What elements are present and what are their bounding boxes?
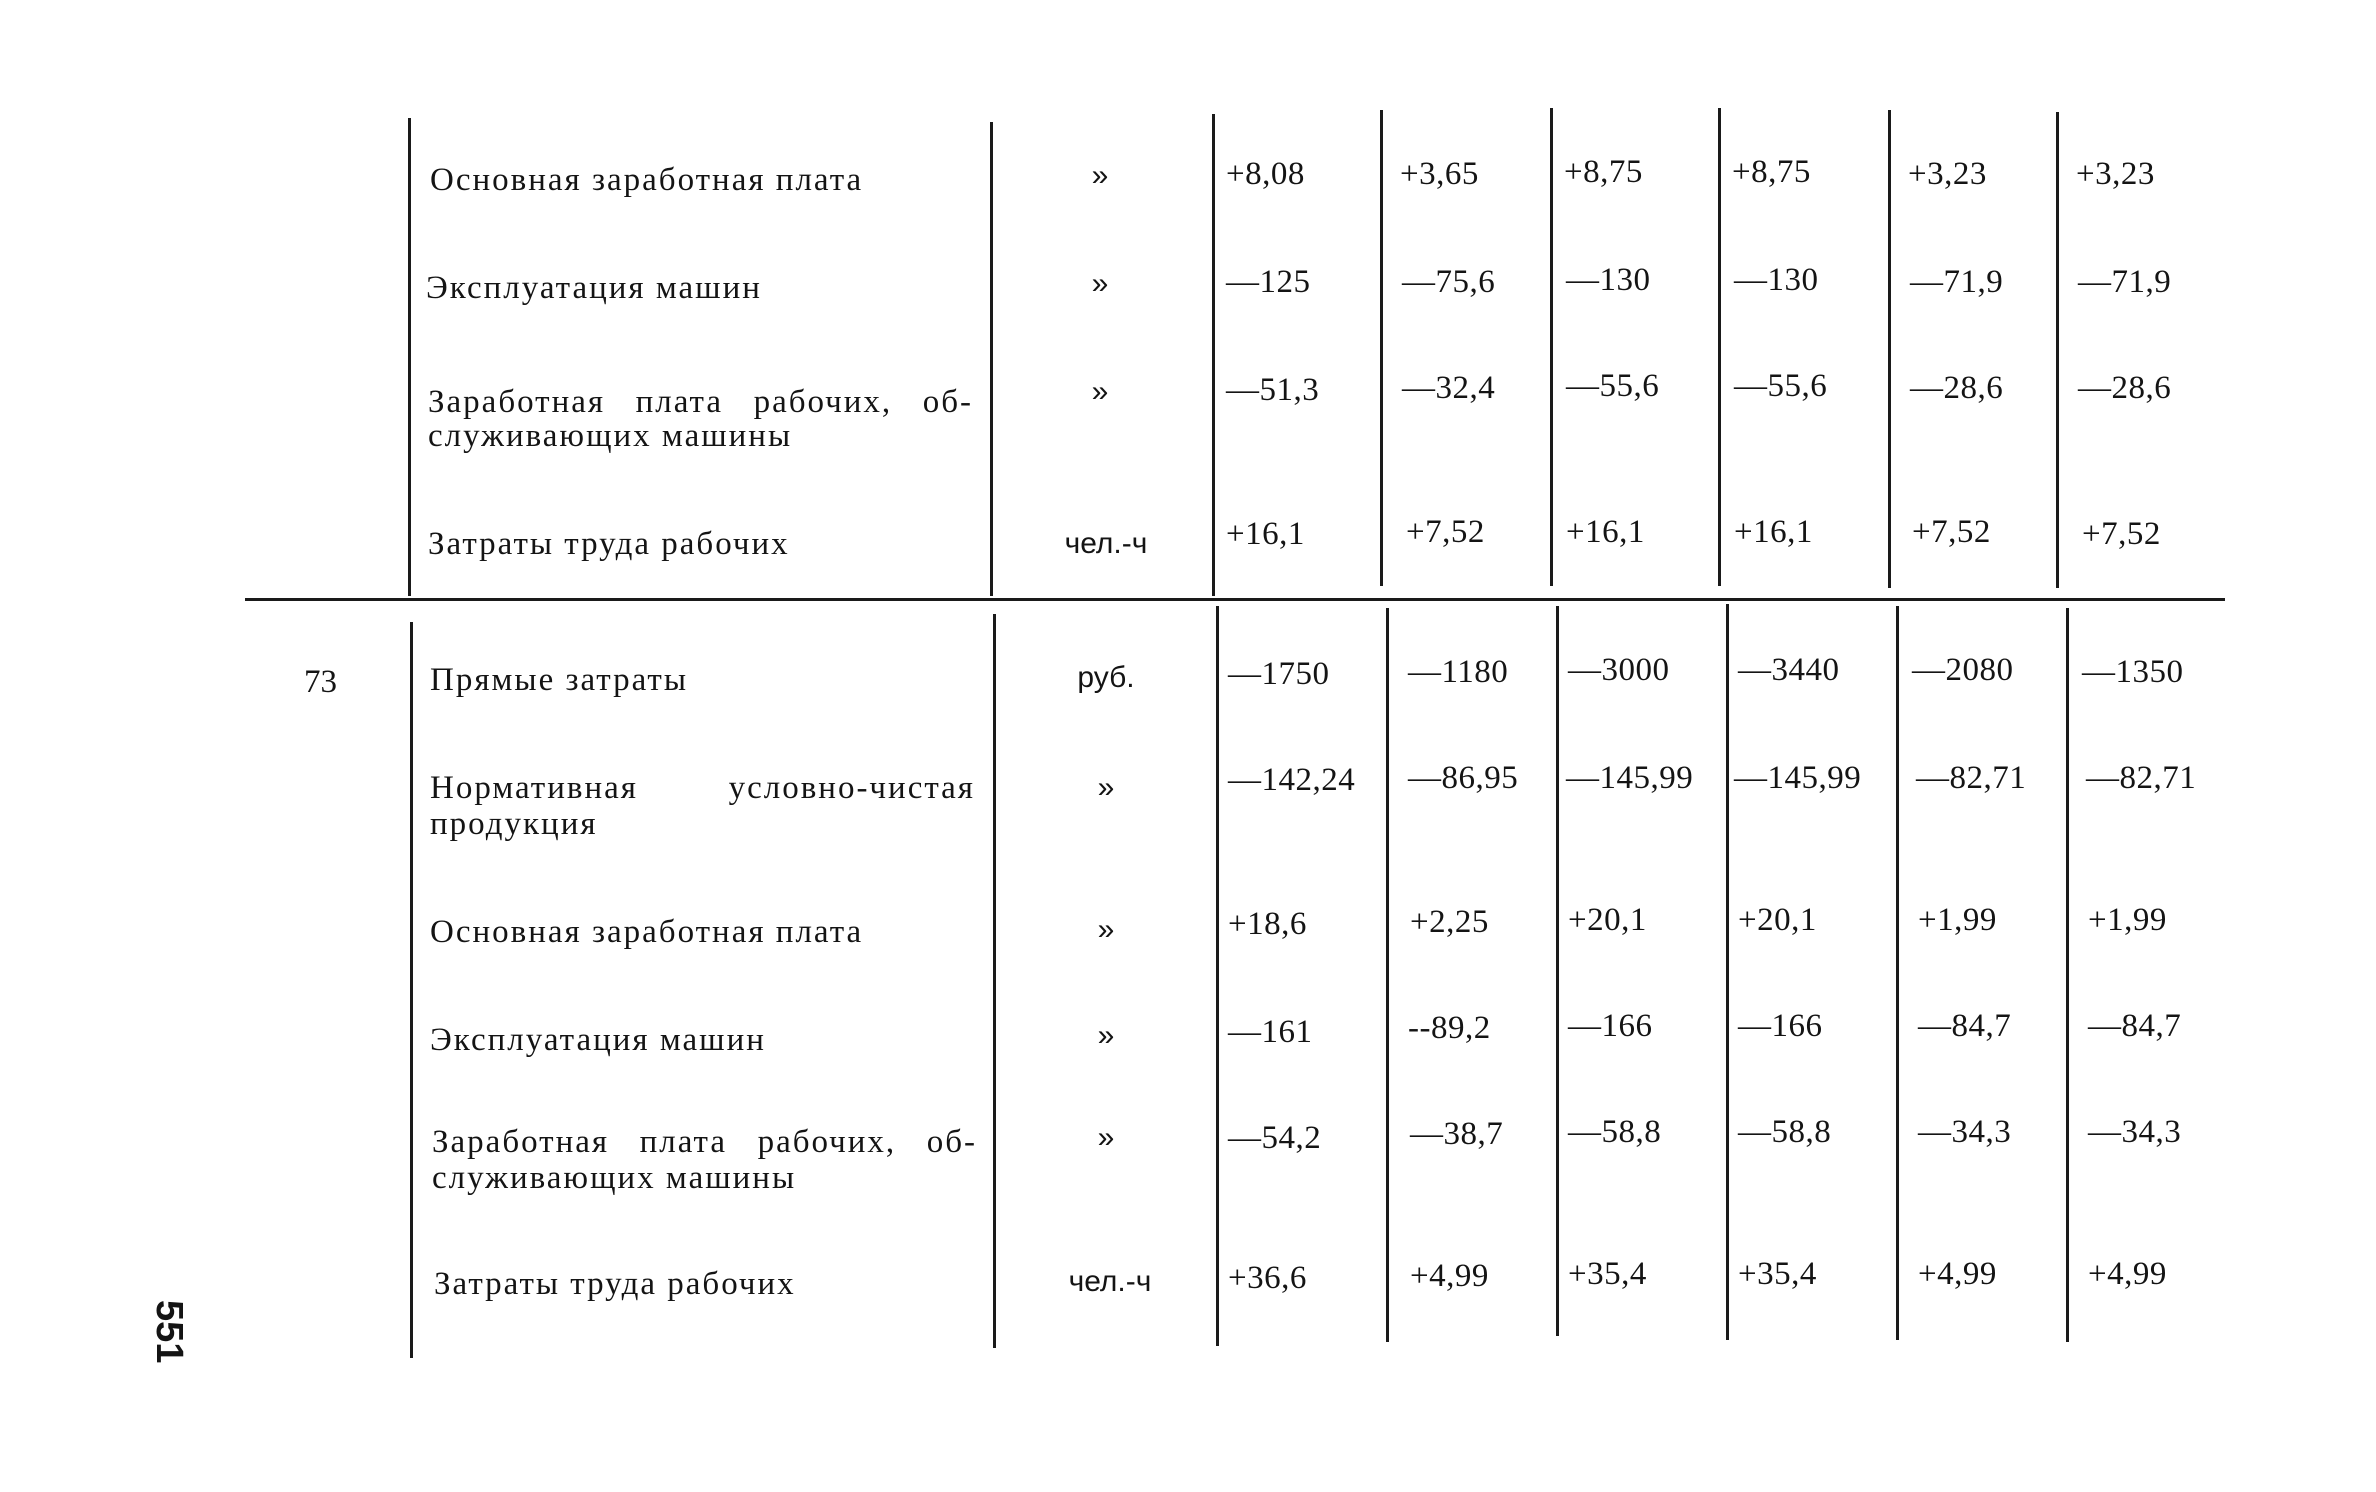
row-a3-val-6: —28,6: [2078, 370, 2172, 406]
row-a2-val-5: —71,9: [1910, 264, 2004, 300]
row-b1-name: Прямые затраты: [430, 662, 689, 698]
row-b2-val-1: —142,24: [1228, 762, 1356, 798]
row-b5-val-5: —34,3: [1918, 1114, 2012, 1150]
row-b3-val-6: +1,99: [2088, 902, 2167, 938]
row-a4-unit: чел.-ч: [1064, 527, 1148, 560]
row-b2-val-2: —86,95: [1408, 760, 1519, 796]
row-b4-val-5: —84,7: [1918, 1008, 2012, 1044]
rule-a-name-left: [408, 118, 411, 596]
row-b5-name-line2: служивающих машины: [432, 1160, 797, 1196]
row-a3-val-3: —55,6: [1566, 368, 1660, 404]
row-a2-val-2: —75,6: [1402, 264, 1496, 300]
row-b5-val-1: —54,2: [1228, 1120, 1322, 1156]
row-b6-name: Затраты труда рабочих: [434, 1266, 796, 1302]
row-a4-val-2: +7,52: [1406, 514, 1485, 550]
row-a2-val-1: —125: [1226, 264, 1311, 300]
rule-b-col6-left: [2066, 608, 2069, 1342]
rule-a-col5-left: [1888, 110, 1891, 588]
rule-a-col4-left: [1718, 108, 1721, 586]
row-b2-val-5: —82,71: [1916, 760, 2027, 796]
row-b2-name-line2: продукция: [430, 806, 598, 842]
row-a1-val-3: +8,75: [1564, 154, 1643, 190]
section-separator: [245, 598, 2225, 601]
row-b2-name: [430, 770, 975, 806]
row-b4-unit: »: [1097, 1019, 1115, 1052]
row-b1-val-4: —3440: [1738, 652, 1840, 688]
row-b2-unit: »: [1097, 771, 1115, 804]
page-number: 551: [148, 1300, 190, 1364]
row-a4-val-3: +16,1: [1566, 514, 1645, 550]
row-a2-val-3: —130: [1566, 262, 1651, 298]
rule-b-col3-left: [1556, 606, 1559, 1336]
row-b1-val-2: —1180: [1408, 654, 1509, 690]
row-a3-name-line1: Заработная плата рабочих, об-: [428, 384, 973, 420]
row-a4-name: Затраты труда рабочих: [428, 526, 790, 562]
rule-b-name-left: [410, 622, 413, 1358]
row-a4-val-5: +7,52: [1912, 514, 1991, 550]
row-b6-val-1: +36,6: [1228, 1260, 1307, 1296]
row-b1-val-5: —2080: [1912, 652, 2014, 688]
row-b1-unit: руб.: [1077, 661, 1135, 694]
row-b5-val-3: —58,8: [1568, 1114, 1662, 1150]
row-a1-val-4: +8,75: [1732, 154, 1811, 190]
row-b5-name: [432, 1124, 977, 1160]
row-b4-val-2: --89,2: [1408, 1010, 1491, 1046]
row-b4-val-3: —166: [1568, 1008, 1653, 1044]
row-b4-val-4: —166: [1738, 1008, 1823, 1044]
row-a1-val-1: +8,08: [1226, 156, 1305, 192]
row-b4-val-1: —161: [1228, 1014, 1313, 1050]
rule-b-col4-left: [1726, 604, 1729, 1340]
row-number: 73: [304, 664, 337, 700]
row-a2-name: Эксплуатация машин: [426, 270, 762, 306]
row-b1-val-1: —1750: [1228, 656, 1330, 692]
row-b1-val-6: —1350: [2082, 654, 2184, 690]
row-a3-name: [428, 384, 973, 420]
row-a3-unit: »: [1091, 375, 1109, 408]
row-b2-val-3: —145,99: [1566, 760, 1694, 796]
row-a2-val-6: —71,9: [2078, 264, 2172, 300]
row-a3-val-1: —51,3: [1226, 372, 1320, 408]
rule-a-col2-left: [1380, 110, 1383, 586]
row-b6-val-3: +35,4: [1568, 1256, 1647, 1292]
row-b3-val-1: +18,6: [1228, 906, 1307, 942]
row-a1-unit: »: [1091, 159, 1109, 192]
row-b5-val-4: —58,8: [1738, 1114, 1832, 1150]
row-b1-val-3: —3000: [1568, 652, 1670, 688]
rule-b-col5-left: [1896, 606, 1899, 1340]
row-a1-name: Основная заработная плата: [430, 162, 864, 198]
row-b6-val-4: +35,4: [1738, 1256, 1817, 1292]
row-b4-val-6: —84,7: [2088, 1008, 2182, 1044]
row-b6-val-2: +4,99: [1410, 1258, 1489, 1294]
row-b5-val-2: —38,7: [1410, 1116, 1504, 1152]
row-a1-val-5: +3,23: [1908, 156, 1987, 192]
row-a1-val-6: +3,23: [2076, 156, 2155, 192]
rule-b-col1-left: [1216, 606, 1219, 1346]
row-b6-unit: чел.-ч: [1068, 1265, 1152, 1298]
row-b3-val-2: +2,25: [1410, 904, 1489, 940]
row-a2-val-4: —130: [1734, 262, 1819, 298]
row-b3-val-5: +1,99: [1918, 902, 1997, 938]
rule-b-col2-left: [1386, 608, 1389, 1342]
row-b3-name: Основная заработная плата: [430, 914, 864, 950]
row-a3-val-4: —55,6: [1734, 368, 1828, 404]
row-a1-val-2: +3,65: [1400, 156, 1479, 192]
row-a3-name-line2: служивающих машины: [428, 418, 793, 454]
row-b5-val-6: —34,3: [2088, 1114, 2182, 1150]
row-b3-unit: »: [1097, 913, 1115, 946]
row-b6-val-5: +4,99: [1918, 1256, 1997, 1292]
rule-a-col3-left: [1550, 108, 1553, 586]
rule-a-col1-left: [1212, 114, 1215, 596]
row-b5-name-cont: [432, 1160, 977, 1196]
row-a2-unit: »: [1091, 267, 1109, 300]
row-b4-name: Эксплуатация машин: [430, 1022, 766, 1058]
rule-a-col6-left: [2056, 112, 2059, 588]
row-a4-val-6: +7,52: [2082, 516, 2161, 552]
row-b2-val-4: —145,99: [1734, 760, 1862, 796]
row-b2-name-cont: [430, 806, 975, 842]
row-b2-name-line1: Нормативная условно-чистая: [430, 770, 975, 806]
row-a3-name-cont: [428, 418, 973, 454]
row-a4-val-1: +16,1: [1226, 516, 1305, 552]
row-a3-val-2: —32,4: [1402, 370, 1496, 406]
row-b3-val-3: +20,1: [1568, 902, 1647, 938]
row-b3-val-4: +20,1: [1738, 902, 1817, 938]
row-b6-val-6: +4,99: [2088, 1256, 2167, 1292]
row-a4-val-4: +16,1: [1734, 514, 1813, 550]
row-b2-val-6: —82,71: [2086, 760, 2197, 796]
row-b5-unit: »: [1097, 1121, 1115, 1154]
row-a3-val-5: —28,6: [1910, 370, 2004, 406]
rule-b-unit-left: [993, 614, 996, 1348]
row-b5-name-line1: Заработная плата рабочих, об-: [432, 1124, 977, 1160]
